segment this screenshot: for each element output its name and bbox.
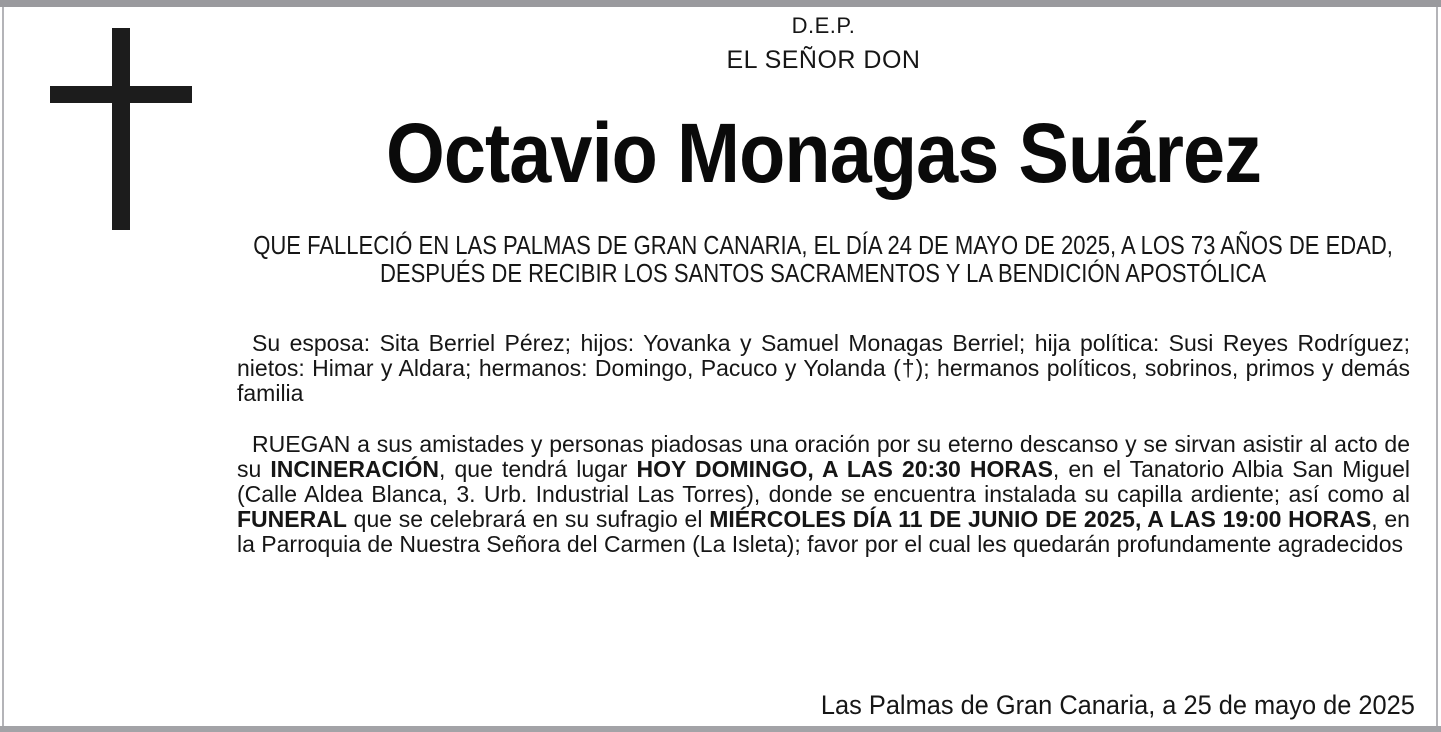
right-border (1436, 7, 1438, 726)
latin-cross-icon (50, 28, 192, 230)
cross-horizontal-bar (50, 86, 192, 103)
request-segment-funeral-time: MIÉRCOLES DÍA 11 DE JUNIO DE 2025, A LAS 19:00 HORAS (709, 506, 1372, 532)
request-segment: , en la Parroquia de Nuestra Señora del Carmen (La Isleta); favor por el cual les quedarán profundamente agradecidos (237, 506, 1410, 557)
request-segment: , en el Tanatorio Albia San Miguel (Calle Aldea Blanca, 3. Urb. Industrial Las Torres), donde se encuentra instalada su capilla ardiente; así como al (237, 456, 1411, 507)
cross-vertical-bar (112, 28, 130, 230)
family-line: Su esposa: Sita Berriel Pérez; hijos: Yovanka y Samuel Monagas Berriel; hija política: Susi Reyes Rodríguez; nietos: Himar y Aldara; hermanos: Domingo, Pacuco y Yolanda (†); hermanos políticos, sobrinos, primos y demás familia (237, 330, 1410, 406)
request-segment: RUEGAN a sus amistades y personas piadosas una oración por su eterno descanso y se sirvan asistir al acto de su (237, 431, 1410, 482)
bottom-border (0, 726, 1441, 732)
left-border (2, 7, 4, 726)
request-segment: que se celebrará en su sufragio el (346, 506, 710, 532)
request-segment-cremation-time: HOY DOMINGO, A LAS 20:30 HORAS (636, 456, 1053, 482)
request-segment: , que tendrá lugar (439, 456, 637, 482)
funeral-request (237, 432, 1410, 557)
request-segment-incineracion: INCINERACIÓN (270, 456, 440, 482)
deceased-name: Octavio Monagas Suárez (385, 106, 1262, 200)
obituary-column (237, 0, 1410, 557)
dateline: Las Palmas de Gran Canaria, a 25 de mayo de 2025 (821, 690, 1415, 720)
request-segment-funeral: FUNERAL (237, 506, 347, 532)
dep-abbreviation: D.E.P. (791, 13, 856, 38)
death-notice: QUE FALLECIÓ EN LAS PALMAS DE GRAN CANARIA, EL DÍA 24 DE MAYO DE 2025, A LOS 73 AÑOS DE EDAD, DESPUÉS DE RECIBIR LOS SANTOS SACRAMENTOS Y LA BENDICIÓN APOSTÓLICA (253, 230, 1394, 288)
salutation-line: EL SEÑOR DON (726, 46, 921, 74)
